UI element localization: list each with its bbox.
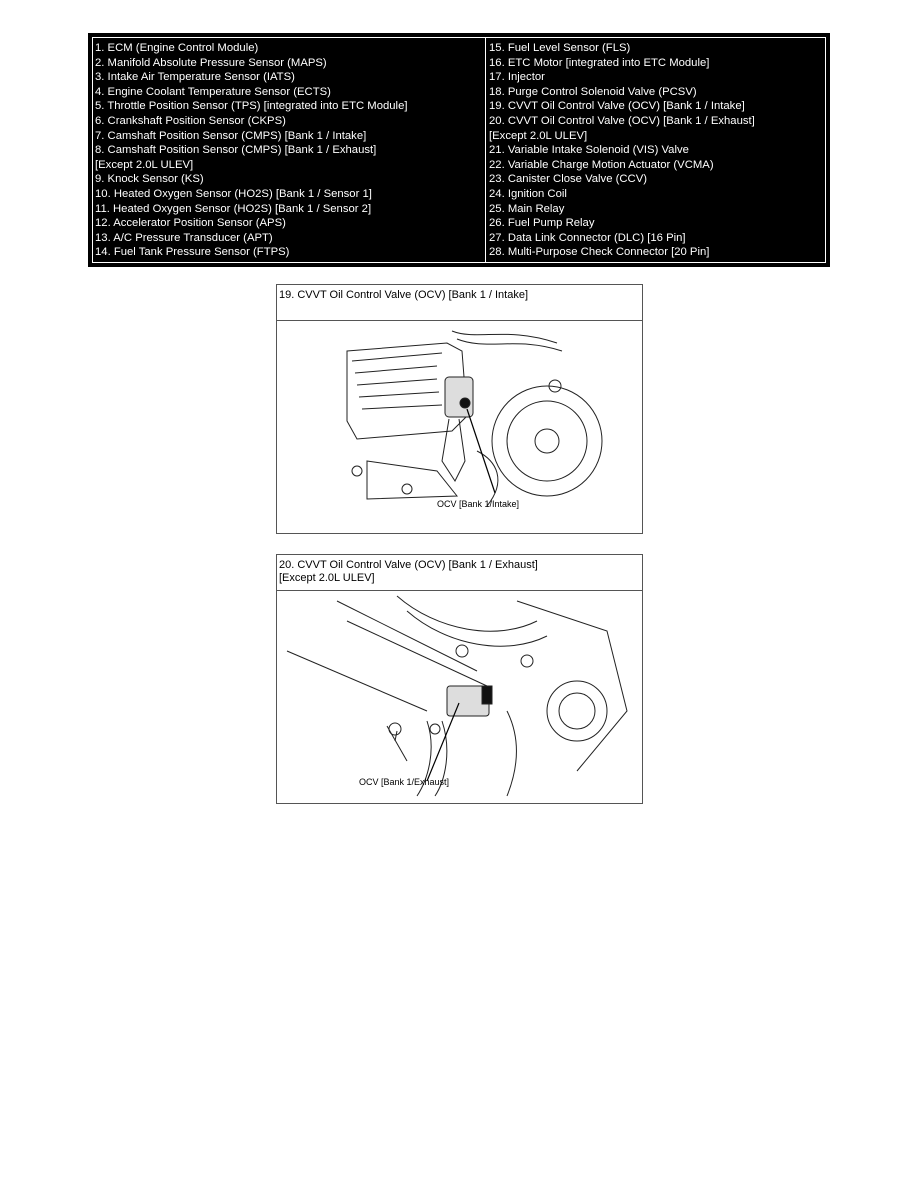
legend-item: [Except 2.0L ULEV]	[489, 129, 588, 142]
legend-column-divider	[485, 38, 486, 262]
figure-caption	[277, 555, 642, 591]
legend-item: 10. Heated Oxygen Sensor (HO2S) [Bank 1 / Sensor 1]	[95, 187, 372, 200]
legend-item: 5. Throttle Position Sensor (TPS) [integrated into ETC Module]	[95, 100, 408, 113]
legend-item: 17. Injector	[489, 71, 545, 84]
legend-right-column	[489, 41, 829, 260]
legend-item: [Except 2.0L ULEV]	[95, 158, 194, 171]
legend-item: 23. Canister Close Valve (CCV)	[489, 173, 648, 186]
legend-left-column	[95, 41, 483, 260]
legend-item: 28. Multi-Purpose Check Connector [20 Pin]	[489, 246, 710, 259]
component-legend-table	[88, 33, 830, 267]
legend-item: 1. ECM (Engine Control Module)	[95, 42, 259, 54]
legend-item: 27. Data Link Connector (DLC) [16 Pin]	[489, 231, 686, 244]
engine-illustration-intake	[277, 321, 642, 533]
legend-item: 7. Camshaft Position Sensor (CMPS) [Bank 1 / Intake]	[95, 129, 367, 142]
legend-item: 2. Manifold Absolute Pressure Sensor (MAPS)	[95, 56, 327, 69]
legend-item: 8. Camshaft Position Sensor (CMPS) [Bank 1 / Exhaust]	[95, 144, 377, 157]
legend-item: 3. Intake Air Temperature Sensor (IATS)	[95, 71, 295, 84]
engine-illustration-exhaust	[277, 591, 642, 803]
legend-item: 11. Heated Oxygen Sensor (HO2S) [Bank 1 / Sensor 2]	[95, 202, 372, 215]
caption-line: 19. CVVT Oil Control Valve (OCV) [Bank 1 / Intake]	[279, 289, 529, 301]
callout-ocv-exhaust: OCV [Bank 1/Exhaust]	[359, 777, 450, 787]
legend-item: 14. Fuel Tank Pressure Sensor (FTPS)	[95, 246, 290, 259]
legend-item: 21. Variable Intake Solenoid (VIS) Valve	[489, 144, 689, 157]
legend-item: 24. Ignition Coil	[489, 187, 567, 200]
legend-item: 18. Purge Control Solenoid Valve (PCSV)	[489, 85, 697, 98]
legend-item: 19. CVVT Oil Control Valve (OCV) [Bank 1 / Intake]	[489, 100, 745, 113]
legend-border	[92, 37, 826, 263]
figure-caption	[277, 285, 642, 321]
legend-item: 12. Accelerator Position Sensor (APS)	[95, 217, 286, 230]
figure-ocv-exhaust	[276, 554, 643, 804]
legend-item: 25. Main Relay	[489, 202, 565, 215]
legend-item: 20. CVVT Oil Control Valve (OCV) [Bank 1 / Exhaust]	[489, 114, 755, 127]
legend-item: 26. Fuel Pump Relay	[489, 217, 595, 230]
figure-ocv-intake	[276, 284, 643, 534]
legend-item: 15. Fuel Level Sensor (FLS)	[489, 42, 631, 54]
legend-item: 22. Variable Charge Motion Actuator (VCMA)	[489, 158, 714, 171]
caption-line: 20. CVVT Oil Control Valve (OCV) [Bank 1 / Exhaust]	[279, 559, 538, 571]
caption-line: [Except 2.0L ULEV]	[279, 572, 375, 584]
legend-item: 6. Crankshaft Position Sensor (CKPS)	[95, 114, 286, 127]
legend-item: 4. Engine Coolant Temperature Sensor (ECTS)	[95, 85, 331, 98]
legend-item: 13. A/C Pressure Transducer (APT)	[95, 231, 273, 244]
legend-item: 16. ETC Motor [integrated into ETC Module]	[489, 56, 710, 69]
callout-ocv-intake: OCV [Bank 1/Intake]	[437, 499, 520, 509]
legend-item: 9. Knock Sensor (KS)	[95, 173, 204, 186]
